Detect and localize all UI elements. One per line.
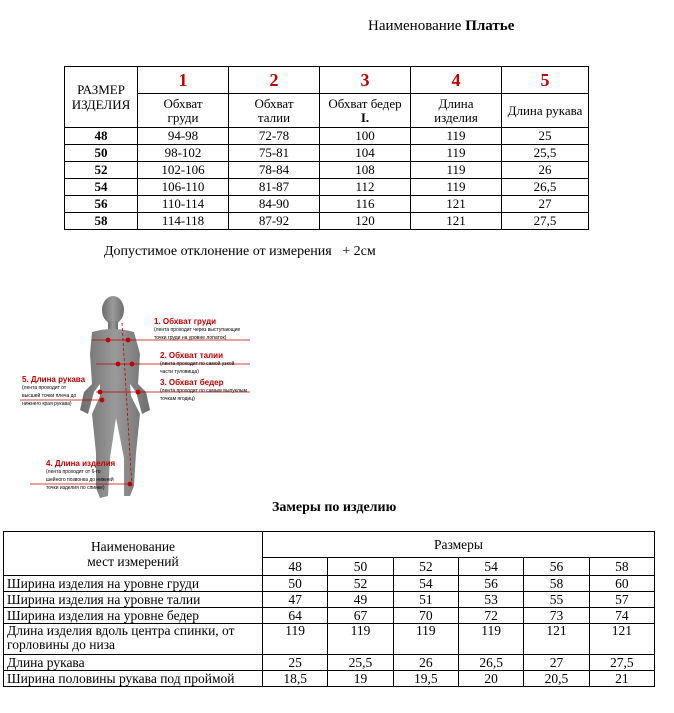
- measurements-table: [3, 531, 655, 687]
- value-cell: 119: [328, 624, 393, 655]
- value-cell: 18,5: [263, 671, 328, 687]
- tolerance-note: [104, 244, 376, 260]
- value-cell: 19,5: [393, 671, 458, 687]
- value-cell: 25,5: [328, 655, 393, 671]
- value-cell: 50: [263, 576, 328, 592]
- value-cell: 84-90: [229, 196, 320, 213]
- table-row: [4, 671, 655, 687]
- title-product: Платье: [465, 18, 515, 34]
- measurements-title: Замеры по изделию: [272, 500, 397, 515]
- size-corner-header: [65, 67, 138, 128]
- label-note: шейного позвонка до нижней: [46, 477, 114, 483]
- value-cell: 21: [589, 671, 654, 687]
- header-line: мест измерений: [87, 553, 179, 569]
- value-cell: 119: [263, 624, 328, 655]
- label-note: (лента проходит по самой узкой: [160, 361, 235, 367]
- value-cell: 73: [524, 608, 589, 624]
- measurement-label: Длина изделия вдоль центра спинки, от горловины до низа: [4, 624, 263, 655]
- value-cell: 121: [589, 624, 654, 655]
- title-prefix: Наименование: [368, 18, 462, 34]
- value-cell: 78-84: [229, 162, 320, 179]
- value-cell: 25: [263, 655, 328, 671]
- label-sleeve: [22, 376, 85, 408]
- label-note: высшей точки плеча до: [22, 393, 77, 399]
- value-cell: 81-87: [229, 179, 320, 196]
- size-cell: 56: [65, 196, 138, 213]
- value-cell: 110-114: [138, 196, 229, 213]
- size-column-header: 50: [328, 558, 393, 576]
- table-row: [65, 213, 589, 230]
- value-cell: 51: [393, 592, 458, 608]
- label-note: (лента проходит через выступающие: [154, 327, 241, 333]
- value-cell: 102-106: [138, 162, 229, 179]
- value-cell: 49: [328, 592, 393, 608]
- value-cell: 104: [320, 145, 411, 162]
- label-length: [46, 460, 115, 492]
- size-cell: 54: [65, 179, 138, 196]
- label-waist: [160, 352, 234, 376]
- value-cell: 56: [458, 576, 523, 592]
- value-cell: 72: [458, 608, 523, 624]
- size-cell: 50: [65, 145, 138, 162]
- value-cell: 119: [411, 162, 502, 179]
- value-cell: 119: [458, 624, 523, 655]
- value-cell: 121: [524, 624, 589, 655]
- measurement-label: Ширина половины рукава под проймой: [4, 671, 263, 687]
- value-cell: 60: [589, 576, 654, 592]
- value-cell: 47: [263, 592, 328, 608]
- tolerance-value: + 2см: [342, 244, 376, 259]
- measurement-label: Длина рукава: [4, 655, 263, 671]
- value-cell: 94-98: [138, 128, 229, 145]
- table-row: [65, 128, 589, 145]
- value-cell: 64: [263, 608, 328, 624]
- value-cell: 119: [411, 179, 502, 196]
- size-column-header: 52: [393, 558, 458, 576]
- value-cell: 25,5: [502, 145, 589, 162]
- value-cell: 98-102: [138, 145, 229, 162]
- label-hips: [160, 379, 247, 403]
- table-row: [4, 608, 655, 624]
- header-text: Длина рукава: [507, 102, 583, 118]
- measurement-label: Ширина изделия на уровне талии: [4, 592, 263, 608]
- value-cell: 67: [328, 608, 393, 624]
- value-cell: 119: [411, 128, 502, 145]
- table-row: [4, 592, 655, 608]
- value-cell: 72-78: [229, 128, 320, 145]
- value-cell: 27: [524, 655, 589, 671]
- value-cell: 26,5: [502, 179, 589, 196]
- value-cell: 19: [328, 671, 393, 687]
- size-column-header: 58: [589, 558, 654, 576]
- value-cell: 54: [393, 576, 458, 592]
- value-cell: 100: [320, 128, 411, 145]
- header-text: Обхват бедер: [328, 95, 402, 111]
- label-note: (лента проходит от: [22, 385, 67, 391]
- page-title: [368, 18, 514, 35]
- label-note: части туловища): [160, 369, 199, 375]
- value-cell: 26: [393, 655, 458, 671]
- table-row: [4, 576, 655, 592]
- label-title: 1. Обхват груди: [154, 317, 217, 326]
- size-column-header: 56: [524, 558, 589, 576]
- column-header: [320, 94, 411, 128]
- header-suffix: I.: [360, 109, 370, 125]
- value-cell: 121: [411, 196, 502, 213]
- value-cell: 74: [589, 608, 654, 624]
- label-note: точкам ягодиц): [160, 396, 195, 402]
- column-number: 1: [138, 67, 229, 94]
- value-cell: 75-81: [229, 145, 320, 162]
- label-note: нижнего края рукава): [22, 401, 72, 407]
- label-title: 4. Длина изделия: [46, 459, 116, 468]
- value-cell: 121: [411, 213, 502, 230]
- value-cell: 27,5: [589, 655, 654, 671]
- label-column-header: [4, 532, 263, 576]
- value-cell: 70: [393, 608, 458, 624]
- label-note: точки изделия по спинке): [46, 485, 105, 491]
- value-cell: 52: [328, 576, 393, 592]
- measurement-label: Ширина изделия на уровне груди: [4, 576, 263, 592]
- size-cell: 48: [65, 128, 138, 145]
- table-row: [4, 624, 655, 655]
- value-cell: 116: [320, 196, 411, 213]
- corner-line-2: ИЗДЕЛИЯ: [71, 97, 131, 112]
- table-row: [4, 655, 655, 671]
- header-text: Длина изделия: [434, 95, 478, 125]
- label-title: 5. Длина рукава: [22, 375, 86, 384]
- label-note: точки груди на уровне лопаток): [154, 335, 227, 341]
- size-cell: 58: [65, 213, 138, 230]
- size-column-header: 48: [263, 558, 328, 576]
- value-cell: 120: [320, 213, 411, 230]
- label-note: (лента проходит по самым выпуклым: [160, 388, 247, 394]
- header-line: Наименование: [90, 538, 176, 554]
- column-header: [138, 94, 229, 128]
- column-number: 5: [502, 67, 589, 94]
- column-number: 3: [320, 67, 411, 94]
- column-header: [502, 94, 589, 128]
- label-title: 3. Обхват бедер: [160, 378, 224, 387]
- label-chest: [154, 318, 240, 342]
- label-note: (лента проходит от 6-го: [46, 469, 101, 475]
- sizes-header: Размеры: [263, 532, 655, 558]
- measurement-label: Ширина изделия на уровне бедер: [4, 608, 263, 624]
- value-cell: 20,5: [524, 671, 589, 687]
- value-cell: 25: [502, 128, 589, 145]
- value-cell: 87-92: [229, 213, 320, 230]
- corner-line-1: РАЗМЕР: [77, 82, 125, 97]
- header-text: Обхват талии: [254, 95, 294, 125]
- value-cell: 108: [320, 162, 411, 179]
- size-table: [64, 66, 589, 230]
- value-cell: 57: [589, 592, 654, 608]
- table-row: [65, 196, 589, 213]
- value-cell: 58: [524, 576, 589, 592]
- value-cell: 20: [458, 671, 523, 687]
- value-cell: 55: [524, 592, 589, 608]
- value-cell: 27: [502, 196, 589, 213]
- column-number: 2: [229, 67, 320, 94]
- tolerance-text: Допустимое отклонение от измерения: [104, 244, 332, 259]
- column-header: [229, 94, 320, 128]
- column-number: 4: [411, 67, 502, 94]
- value-cell: 119: [393, 624, 458, 655]
- label-title: 2. Обхват талии: [160, 351, 223, 360]
- table-row: [65, 162, 589, 179]
- value-cell: 26: [502, 162, 589, 179]
- value-cell: 112: [320, 179, 411, 196]
- value-cell: 26,5: [458, 655, 523, 671]
- header-text: Обхват груди: [163, 95, 203, 125]
- measurement-figure: [0, 288, 270, 513]
- value-cell: 114-118: [138, 213, 229, 230]
- value-cell: 53: [458, 592, 523, 608]
- size-column-header: 54: [458, 558, 523, 576]
- table-row: [65, 179, 589, 196]
- value-cell: 119: [411, 145, 502, 162]
- size-cell: 52: [65, 162, 138, 179]
- value-cell: 106-110: [138, 179, 229, 196]
- table-row: [65, 145, 589, 162]
- value-cell: 27,5: [502, 213, 589, 230]
- column-header: [411, 94, 502, 128]
